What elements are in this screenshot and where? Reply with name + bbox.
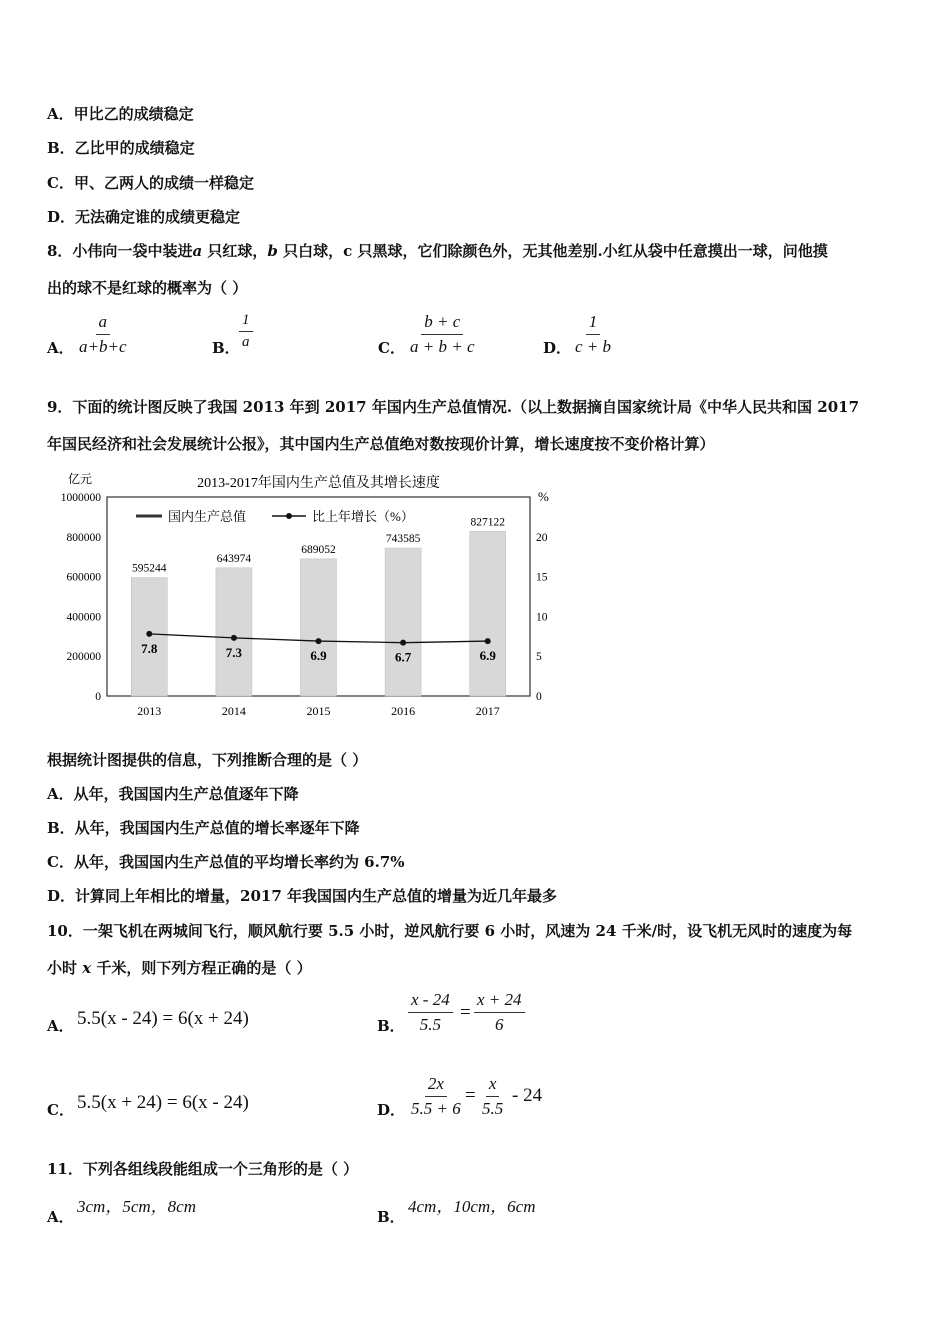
growth-point <box>146 631 152 637</box>
q10-option-c-label: C． <box>47 1101 74 1119</box>
q8-option-d-label: D． <box>543 339 572 357</box>
gdp-bar-label: 827122 <box>470 516 505 529</box>
q10-option-d-fraction-right: $\frac{x}{5.5}$ <box>482 1074 504 1118</box>
growth-point-label: 7.3 <box>225 644 243 660</box>
y-right-tick-label: 10 <box>536 611 548 624</box>
y-tick-label: 800000 <box>66 531 101 544</box>
q8-stem-line1: 8．小伟向一袋中装进a 只红球，b 只白球，c 只黑球，它们除颜色外，无其他差别.小红从袋中任意摸出一球，问他摸 <box>47 242 828 260</box>
y-tick-label: 1000000 <box>60 492 101 504</box>
q10-option-d-label: D． <box>377 1101 406 1119</box>
growth-point <box>316 638 322 644</box>
q7-option-c: C．甲、乙两人的成绩一样稳定 <box>47 174 254 192</box>
y-tick-label: 0 <box>95 691 101 703</box>
q10-option-b-fraction-right: $\frac{x + 24}{6}$ <box>474 990 525 1035</box>
q10-stem-line2: 小时 x 千米，则下列方程正确的是（ ） <box>47 959 312 977</box>
q8-option-b-fraction: $\frac{1}{a}$ <box>239 312 253 351</box>
q8-option-b-label: B． <box>212 339 240 357</box>
q9-option-d: D．计算同上年相比的增量，2017 年我国国内生产总值的增量为近几年最多 <box>47 887 557 905</box>
gdp-bar <box>385 548 421 696</box>
y-tick-label: 600000 <box>66 571 101 584</box>
q7-option-b: B．乙比甲的成绩稳定 <box>47 139 195 157</box>
q10-option-a-label: A． <box>47 1017 74 1035</box>
gdp-bar-label: 689052 <box>301 543 336 556</box>
q10-option-d-equals: = <box>465 1085 476 1106</box>
legend-line-label: 比上年增长（%） <box>312 509 414 524</box>
gdp-bar <box>301 559 337 696</box>
growth-point-label: 6.9 <box>479 648 496 664</box>
growth-point <box>400 640 406 646</box>
x-tick-label: 2015 <box>306 704 331 718</box>
q11-option-a-label: A． <box>47 1208 74 1226</box>
growth-point-label: 6.7 <box>394 649 412 665</box>
growth-point-label: 6.9 <box>310 648 327 664</box>
q8-stem-line2: 出的球不是红球的概率为（ ） <box>47 279 248 297</box>
y-right-tick-label: 0 <box>536 691 542 703</box>
q10-option-d-fraction-left: $\frac{2x}{5.5 + 6}$ <box>411 1074 461 1118</box>
q11-option-b-lengths: 4cm，10cm，6cm <box>408 1197 536 1216</box>
y-tick-label: 200000 <box>66 651 101 664</box>
gdp-chart <box>44 470 554 725</box>
growth-point-label: 7.8 <box>141 640 158 656</box>
q10-option-b-equals: = <box>460 1002 471 1023</box>
q10-option-b-label: B． <box>377 1017 405 1035</box>
q8-option-a-label: A． <box>47 339 74 357</box>
q7-option-d: D．无法确定谁的成绩更稳定 <box>47 208 241 226</box>
gdp-bar <box>216 568 252 696</box>
x-tick-label: 2013 <box>137 704 162 718</box>
q8-option-d-fraction: $\frac{1}{c + b}$ <box>575 312 612 356</box>
q10-option-c-equation: 5.5(x + 24) = 6(x - 24) <box>77 1092 249 1113</box>
q10-option-a-equation: 5.5(x - 24) = 6(x + 24) <box>77 1008 249 1029</box>
gdp-bar-label: 643974 <box>216 552 252 565</box>
y-right-tick-label: 15 <box>536 571 548 584</box>
growth-point <box>231 635 237 641</box>
gdp-bar <box>470 531 506 696</box>
q10-option-b-fraction-left: $\frac{x - 24}{5.5}$ <box>408 990 453 1035</box>
x-tick-label: 2016 <box>391 704 416 718</box>
gdp-chart-svg <box>44 470 554 725</box>
gdp-bar-label: 595244 <box>132 562 167 575</box>
growth-point <box>485 638 491 644</box>
q9-question: 根据统计图提供的信息，下列推断合理的是（ ） <box>47 751 368 769</box>
x-tick-label: 2014 <box>221 704 246 718</box>
q9-stem-line2: 年国民经济和社会发展统计公报》，其中国内生产总值绝对数按现价计算，增长速度按不变价格计算） <box>47 435 715 453</box>
y-axis-right-label: % <box>538 489 549 504</box>
q9-option-a: A．从年，我国国内生产总值逐年下降 <box>47 785 299 803</box>
q11-stem: 11．下列各组线段能组成一个三角形的是（ ） <box>47 1160 359 1178</box>
y-tick-label: 400000 <box>66 611 101 624</box>
q9-stem-line1: 9．下面的统计图反映了我国 2013 年到 2017 年国内生产总值情况.（以上数据摘自国家统计局《中华人民共和国 2017 <box>47 398 860 416</box>
q7-option-a: A．甲比乙的成绩稳定 <box>47 105 194 123</box>
y-right-tick-label: 5 <box>536 651 542 664</box>
legend-bar-label: 国内生产总值 <box>168 509 247 524</box>
q10-option-d-tail: - 24 <box>512 1085 543 1106</box>
q10-stem-line1: 10．一架飞机在两城间飞行，顺风航行要 5.5 小时，逆风航行要 6 小时，风速为 24 千米/时，设飞机无风时的速度为每 <box>47 922 853 940</box>
legend-line-marker <box>286 513 292 519</box>
y-right-tick-label: 20 <box>536 531 548 544</box>
q8-option-a-fraction: $\frac{a}{a+b+c}$ <box>79 312 127 356</box>
q11-option-b-label: B． <box>377 1208 405 1226</box>
q9-option-c: C．从年，我国国内生产总值的平均增长率约为 6.7% <box>47 853 405 871</box>
q8-option-c-fraction: $\frac{b + c}{a + b + c}$ <box>410 312 475 356</box>
chart-title: 2013-2017年国内生产总值及其增长速度 <box>197 476 440 491</box>
q8-option-c-label: C． <box>378 339 405 357</box>
q11-option-a-lengths: 3cm，5cm，8cm <box>77 1197 196 1216</box>
gdp-bar-label: 743585 <box>385 533 421 546</box>
y-axis-label: 亿元 <box>67 472 93 486</box>
x-tick-label: 2017 <box>475 704 500 718</box>
q9-option-b: B．从年，我国国内生产总值的增长率逐年下降 <box>47 819 360 837</box>
